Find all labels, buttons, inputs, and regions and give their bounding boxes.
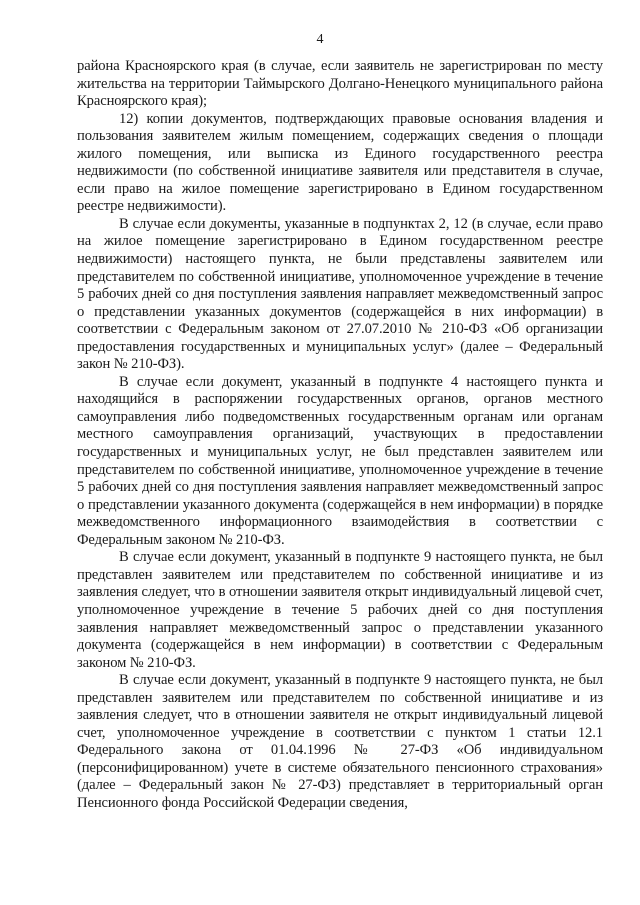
document-body [77, 58, 603, 813]
paragraph-interagency-request-9-not-open: В случае если документ, указанный в подпункте 9 настоящего пункта, не был представлен заявителем или представителем по собственной инициативе и из заявления следует, что в отношении заявителя не открыт индивидуальный лицевой счет, уполномоченное учреждение в соответствии с пунктом 1 статьи 12.1 Федерального закона от 01.04.1996 № 27-ФЗ «Об индивидуальном (персонифицированном) учете в системе обязательного пенсионного страхования» (далее – Федеральный закон № 27-ФЗ) представляет в территориальный орган Пенсионного фонда Российской Федерации сведения, [77, 672, 603, 811]
paragraph-item-12: 12) копии документов, подтверждающих правовые основания владения и пользования заявителем жилым помещением, содержащих сведения о площади жилого помещения, или выписка из Единого государственного реестра недвижимости (по собственной инициативе заявителя или представителя в случае, если право на жилое помещение зарегистрировано в Едином государственном реестре недвижимости). [77, 110, 603, 215]
paragraph-interagency-request-4: В случае если документ, указанный в подпункте 4 настоящего пункта и находящийся в распоряжении государственных органов, органов местного самоуправления либо подведомственных государственным органам или органам местного самоуправления организаций, участвующих в предоставлении государственных и муниципальных услуг, не был представлен заявителем или представителем по собственной инициативе, уполномоченное учреждение в течение 5 рабочих дней со дня поступления заявления направляет межведомственный запрос о представлении указанного документа (содержащейся в нем информации) в порядке межведомственного информационного взаимодействия в соответствии с Федеральным законом № 210-ФЗ. [77, 373, 603, 548]
paragraph-interagency-request-9-open: В случае если документ, указанный в подпункте 9 настоящего пункта, не был представлен заявителем или представителем по собственной инициативе и из заявления следует, что в отношении заявителя открыт индивидуальный лицевой счет, уполномоченное учреждение в течение 5 рабочих дней со дня поступления заявления направляет межведомственный запрос о представлении указанного документа (содержащейся в нем информации) в соответствии с Федеральным законом № 210-ФЗ. [77, 549, 603, 671]
paragraph-continuation: района Красноярского края (в случае, если заявитель не зарегистрирован по месту жительства на территории Таймырского Долгано-Ненецкого муниципального района Красноярского края); [77, 58, 603, 110]
page-number: 4 [316, 32, 324, 47]
paragraph-interagency-request-2-12: В случае если документы, указанные в подпунктах 2, 12 (в случае, если право на жилое помещение зарегистрировано в Едином государственном реестре недвижимости) настоящего пункта, не были представлены заявителем или представителем по собственной инициативе, уполномоченное учреждение в течение 5 рабочих дней со дня поступления заявления направляет межведомственный запрос о представлении указанных документов (содержащейся в них информации) в соответствии с Федеральным законом от 27.07.2010 № 210-ФЗ «Об организации предоставления государственных и муниципальных услуг» (далее – Федеральный закон № 210-ФЗ). [77, 215, 603, 373]
